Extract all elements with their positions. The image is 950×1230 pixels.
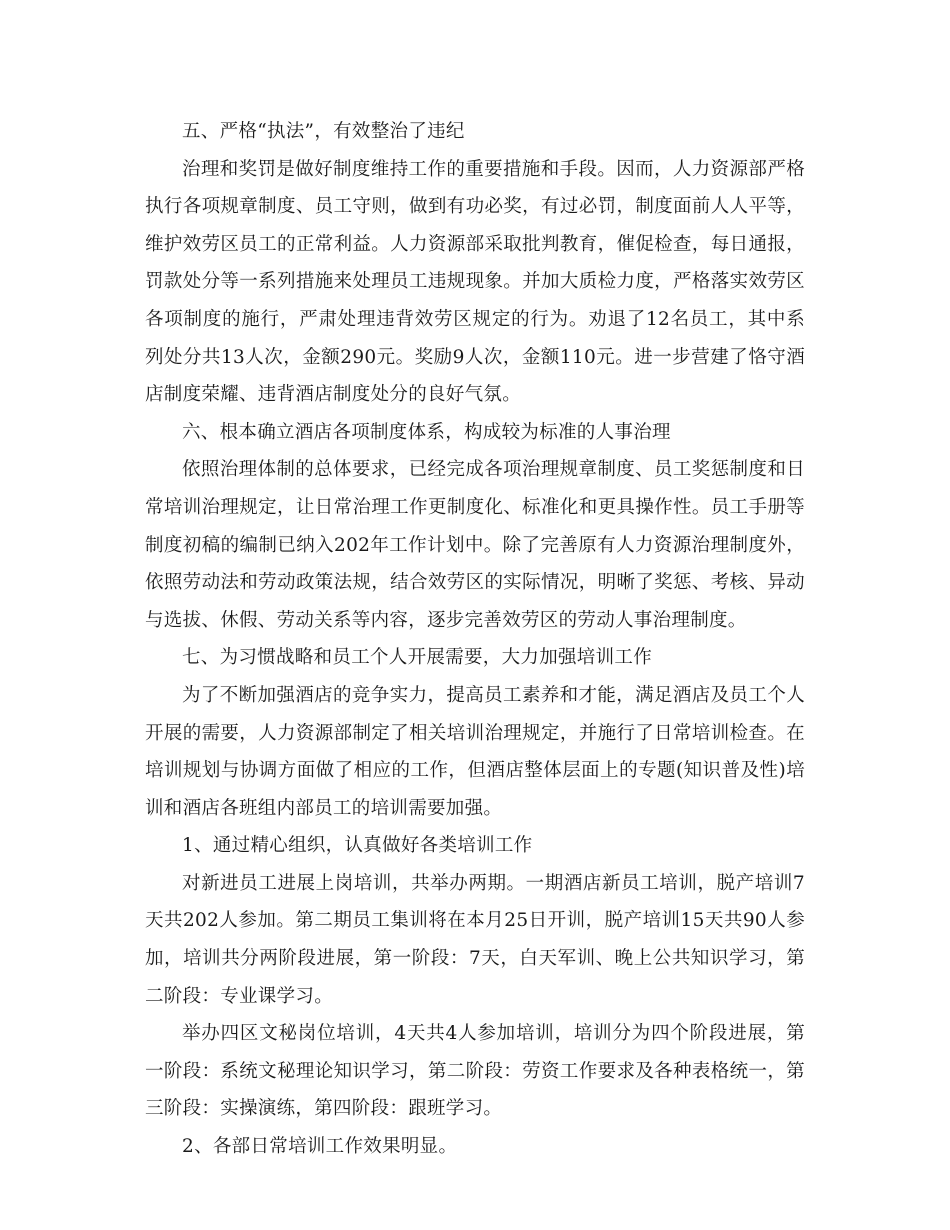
- paragraph: 举办四区文秘岗位培训，4天共4人参加培训，培训分为四个阶段进展，第一阶段：系统文秘理论知识学习，第二阶段：劳资工作要求及各种表格统一，第三阶段：实操演练，第四阶段：跟班学习。: [145, 1023, 805, 1120]
- section-heading-6: 六、根本确立酒店各项制度体系，构成较为标准的人事治理: [182, 421, 671, 443]
- paragraph: 对新进员工进展上岗培训，共举办两期。一期酒店新员工培训，脱产培训7天共202人参加。第二期员工集训将在本月25日开训，脱产培训15天共90人参加，培训共分两阶段进展，第一阶段：7天，白天军训、晚上公共知识学习，第二阶段：专业课学习。: [145, 872, 805, 1007]
- section-heading-7: 七、为习惯战略和员工个人开展需要，大力加强培训工作: [182, 647, 653, 669]
- subheading-1: 1、通过精心组织，认真做好各类培训工作: [182, 835, 533, 857]
- subheading-2: 2、各部日常培训工作效果明显。: [182, 1136, 458, 1158]
- paragraph: 为了不断加强酒店的竞争实力，提高员工素养和才能，满足酒店及员工个人开展的需要，人力资源部制定了相关培训治理规定，并施行了日常培训检查。在培训规划与协调方面做了相应的工作，但酒店整体层面上的专题(知识普及性)培训和酒店各班组内部员工的培训需要加强。: [145, 684, 805, 819]
- paragraph: 依照治理体制的总体要求，已经完成各项治理规章制度、员工奖惩制度和日常培训治理规定，让日常治理工作更制度化、标准化和更具操作性。员工手册等制度初稿的编制已纳入202年工作计划中。除了完善原有人力资源治理制度外，依照劳动法和劳动政策法规，结合效劳区的实际情况，明晰了奖惩、考核、异动与选拔、休假、劳动关系等内容，逐步完善效劳区的劳动人事治理制度。: [145, 459, 805, 631]
- section-heading-5: 五、严格“执法”，有效整治了违纪: [182, 121, 465, 142]
- document-body: [145, 113, 805, 1166]
- paragraph: 治理和奖罚是做好制度维持工作的重要措施和手段。因而，人力资源部严格执行各项规章制度、员工守则，做到有功必奖，有过必罚，制度面前人人平等，维护效劳区员工的正常利益。人力资源部采取批判教育，催促检查，每日通报，罚款处分等一系列措施来处理员工违规现象。并加大质检力度，严格落实效劳区各项制度的施行，严肃处理违背效劳区规定的行为。劝退了12名员工，其中系列处分共13人次，金额290元。奖励9人次，金额110元。进一步营建了恪守酒店制度荣耀、违背酒店制度处分的良好气氛。: [145, 158, 805, 406]
